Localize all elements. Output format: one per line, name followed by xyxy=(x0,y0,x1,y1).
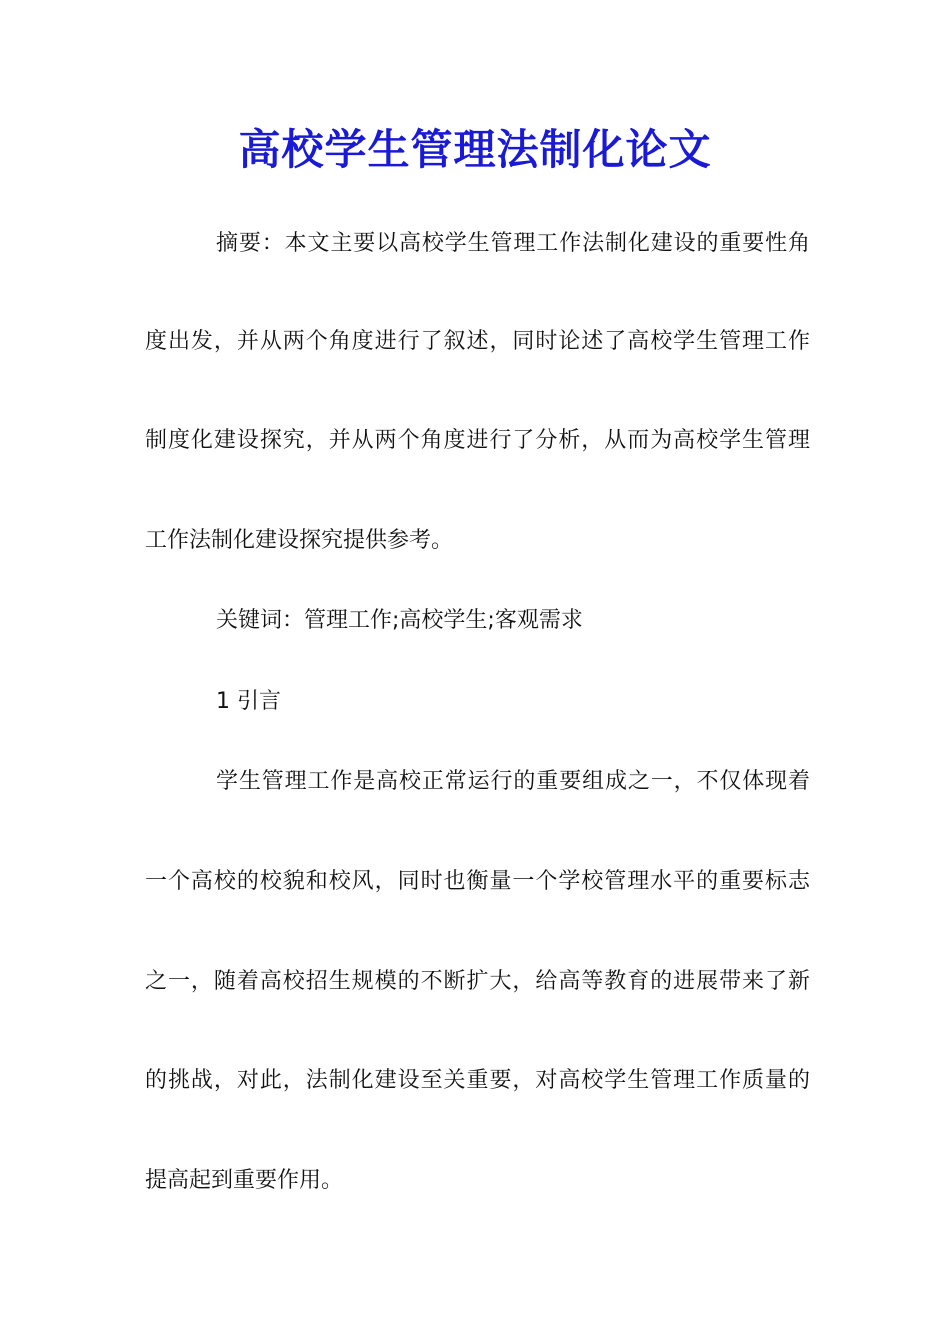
abstract-line-4: 工作法制化建设探究提供参考。 xyxy=(145,528,454,553)
intro-line-5: 提高起到重要作用。 xyxy=(145,1168,344,1193)
intro-line-4: 的挑战，对此，法制化建设至关重要，对高校学生管理工作质量的 xyxy=(145,1068,810,1093)
intro-line-2: 一个高校的校貌和校风，同时也衡量一个学校管理水平的重要标志 xyxy=(145,869,810,894)
page-title: 高校学生管理法制化论文 xyxy=(238,125,712,174)
keywords-line: 关键词：管理工作;高校学生;客观需求 xyxy=(216,608,583,633)
abstract-line-2: 度出发，并从两个角度进行了叙述，同时论述了高校学生管理工作 xyxy=(145,329,810,354)
intro-line-1: 学生管理工作是高校正常运行的重要组成之一，不仅体现着 xyxy=(216,769,810,794)
intro-line-3: 之一，随着高校招生规模的不断扩大，给高等教育的进展带来了新 xyxy=(145,969,810,994)
abstract-line-3: 制度化建设探究，并从两个角度进行了分析，从而为高校学生管理 xyxy=(145,428,810,453)
section-heading: 1 引言 xyxy=(216,689,281,714)
abstract-line-1: 摘要：本文主要以高校学生管理工作法制化建设的重要性角 xyxy=(216,231,810,256)
